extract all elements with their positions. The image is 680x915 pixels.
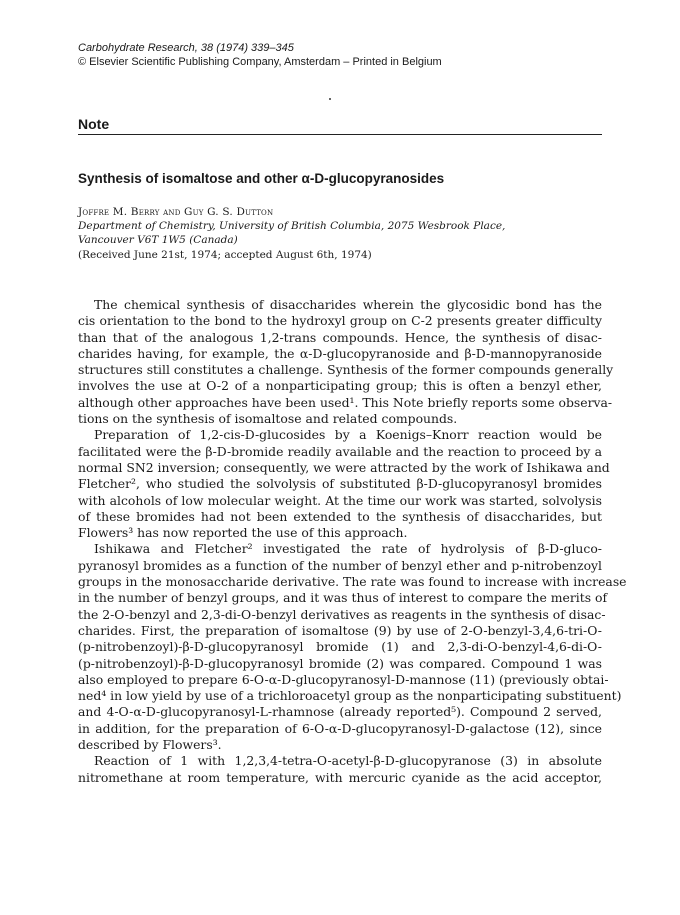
body-line: involves the use at O-2 of a nonparticipating group; this is often a benzyl ether, bbox=[78, 378, 602, 394]
body-line: Ishikawa and Fletcher² investigated the rate of hydrolysis of β-D-gluco- bbox=[94, 541, 602, 557]
section-label: Note bbox=[78, 116, 110, 132]
body-line: charides having, for example, the α-D-glucopyranoside and β-D-mannopyranoside bbox=[78, 345, 602, 361]
body-line: groups in the monosaccharide derivative. The rate was found to increase with increase bbox=[78, 574, 627, 590]
author-block bbox=[78, 205, 505, 262]
body-line: although other approaches have been used¹. This Note briefly reports some observa- bbox=[78, 394, 613, 410]
journal-citation: Carbohydrate Research, 38 (1974) 339–345 bbox=[78, 42, 294, 54]
body-line: charides. First, the preparation of isomaltose (9) by use of 2-O-benzyl-3,4,6-tri-O- bbox=[78, 622, 602, 638]
body-line: Reaction of 1 with 1,2,3,4-tetra-O-acetyl-β-D-glucopyranose (3) in absolute bbox=[94, 753, 602, 769]
affiliation-line-2: Vancouver V6T 1W5 (Canada) bbox=[78, 234, 238, 246]
body-line: tions on the synthesis of isomaltose and related compounds. bbox=[78, 411, 458, 427]
body-line: nitromethane at room temperature, with mercuric cyanide as the acid acceptor, bbox=[78, 769, 602, 785]
body-line: in addition, for the preparation of 6-O-α-D-glucopyranosyl-D-galactose (12), since bbox=[78, 720, 602, 736]
body-line: cis orientation to the bond to the hydroxyl group on C-2 presents greater difficulty bbox=[78, 313, 602, 329]
body-line: than that of the analogous 1,2-trans compounds. Hence, the synthesis of disac- bbox=[78, 329, 602, 345]
article-title: Synthesis of isomaltose and other α-D-glucopyranosides bbox=[78, 171, 445, 186]
body-line: (p-nitrobenzoyl)-β-D-glucopyranosyl bromide (2) was compared. Compound 1 was bbox=[78, 655, 602, 671]
body-line: also employed to prepare 6-O-α-D-glucopyranosyl-D-mannose (11) (previously obtai- bbox=[78, 671, 609, 687]
body-line: with alcohols of low molecular weight. At the time our work was started, solvolysis bbox=[78, 492, 602, 508]
body-line: Fletcher², who studied the solvolysis of substituted β-D-glucopyranosyl bromides bbox=[78, 476, 602, 492]
body-line: facilitated were the β-D-bromide readily available and the reaction to proceed by a bbox=[78, 443, 602, 459]
body-line: The chemical synthesis of disaccharides wherein the glycosidic bond has the bbox=[94, 297, 602, 312]
body-line: Flowers³ has now reported the use of this approach. bbox=[78, 525, 408, 541]
body-line: ned⁴ in low yield by use of a trichloroacetyl group as the nonparticipating substituent) bbox=[78, 688, 622, 704]
section-divider bbox=[78, 134, 602, 135]
speck-mark bbox=[329, 98, 331, 100]
body-line: Preparation of 1,2-cis-D-glucosides by a Koenigs–Knorr reaction would be bbox=[94, 427, 602, 443]
body-line: normal SN2 inversion; consequently, we were attracted by the work of Ishikawa and bbox=[78, 459, 610, 475]
body-line: the 2-O-benzyl and 2,3-di-O-benzyl derivatives as reagents in the synthesis of disac- bbox=[78, 606, 606, 622]
article-body bbox=[78, 297, 627, 786]
body-line: and 4-O-α-D-glucopyranosyl-L-rhamnose (already reported⁵). Compound 2 served, bbox=[78, 704, 602, 720]
body-line: in the number of benzyl groups, and it was thus of interest to compare the merits of bbox=[78, 590, 608, 606]
body-line: (p-nitrobenzoyl)-β-D-glucopyranosyl bromide (1) and 2,3-di-O-benzyl-4,6-di-O- bbox=[78, 639, 602, 655]
publisher-line: © Elsevier Scientific Publishing Company, Amsterdam – Printed in Belgium bbox=[78, 56, 442, 68]
body-line: pyranosyl bromides as a function of the number of benzyl ether and p-nitrobenzoyl bbox=[78, 557, 602, 573]
author-names: Joffre M. Berry and Guy G. S. Dutton bbox=[78, 206, 274, 218]
journal-header bbox=[78, 41, 442, 69]
affiliation-line-1: Department of Chemistry, University of British Columbia, 2075 Wesbrook Place, bbox=[78, 220, 506, 232]
body-line: described by Flowers³. bbox=[78, 737, 222, 753]
received-dates: (Received June 21st, 1974; accepted August 6th, 1974) bbox=[78, 249, 372, 261]
body-line: structures still constitutes a challenge. Synthesis of the former compounds generally bbox=[78, 362, 614, 378]
body-line: of these bromides had not been extended to the synthesis of disaccharides, but bbox=[78, 508, 602, 524]
